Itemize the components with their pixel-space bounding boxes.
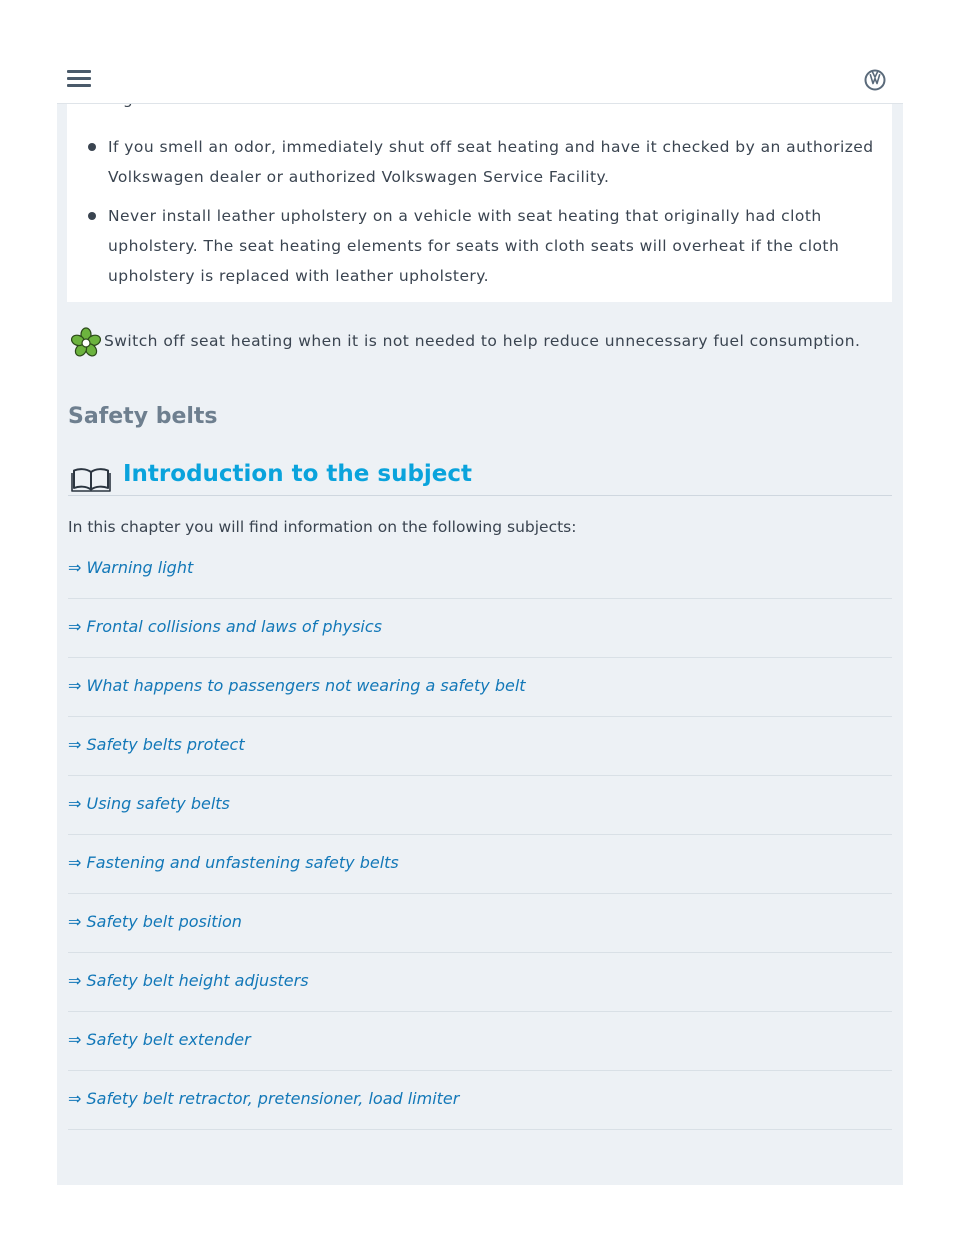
- list-item: [68, 540, 892, 599]
- intro-title: Introduction to the subject: [123, 461, 473, 487]
- intro-heading: [68, 458, 892, 496]
- section-title: Safety belts: [68, 404, 218, 429]
- intro-description: In this chapter you will find information on the following subjects:: [68, 518, 577, 536]
- link-height-adjusters[interactable]: ⇒ Safety belt height adjusters: [68, 971, 309, 990]
- eco-flower-icon: [70, 327, 102, 359]
- list-item: [68, 1071, 892, 1130]
- top-header: [57, 0, 903, 104]
- list-item: [68, 1012, 892, 1071]
- link-warning-light[interactable]: ⇒ Warning light: [68, 558, 194, 577]
- list-item: [68, 953, 892, 1012]
- eco-tip: [70, 327, 890, 359]
- list-item: [68, 835, 892, 894]
- warning-bullet-odor: If you smell an odor, immediately shut off seat heating and have it checked by an authorized Volkswagen dealer or authorized Volkswagen Service Facility.: [67, 132, 892, 192]
- subject-link-list: [68, 540, 892, 1130]
- list-item: [68, 658, 892, 717]
- link-safety-belt-position[interactable]: ⇒ Safety belt position: [68, 912, 242, 931]
- warning-card: [67, 80, 892, 302]
- hamburger-menu-icon[interactable]: [67, 70, 91, 88]
- link-frontal-collisions[interactable]: ⇒ Frontal collisions and laws of physics: [68, 617, 382, 636]
- list-item: [68, 599, 892, 658]
- vw-logo-icon[interactable]: [864, 69, 886, 91]
- list-item: [68, 717, 892, 776]
- link-using-safety-belts[interactable]: ⇒ Using safety belts: [68, 794, 230, 813]
- book-icon: [70, 467, 112, 493]
- warning-bullet-list: [67, 132, 892, 300]
- eco-tip-text: Switch off seat heating when it is not needed to help reduce unnecessary fuel consumption.: [104, 332, 861, 350]
- list-item: [68, 894, 892, 953]
- link-fastening-unfastening[interactable]: ⇒ Fastening and unfastening safety belts: [68, 853, 399, 872]
- link-retractor-pretensioner[interactable]: ⇒ Safety belt retractor, pretensioner, load limiter: [68, 1089, 460, 1108]
- link-passengers-not-wearing-belt[interactable]: ⇒ What happens to passengers not wearing a safety belt: [68, 676, 526, 695]
- link-safety-belts-protect[interactable]: ⇒ Safety belts protect: [68, 735, 245, 754]
- list-item: [68, 776, 892, 835]
- warning-bullet-leather: Never install leather upholstery on a vehicle with seat heating that originally had cloth upholstery. The seat heating elements for seats with cloth seats will overheat if the cloth upholstery is replaced with leather upholstery.: [67, 201, 892, 291]
- link-safety-belt-extender[interactable]: ⇒ Safety belt extender: [68, 1030, 251, 1049]
